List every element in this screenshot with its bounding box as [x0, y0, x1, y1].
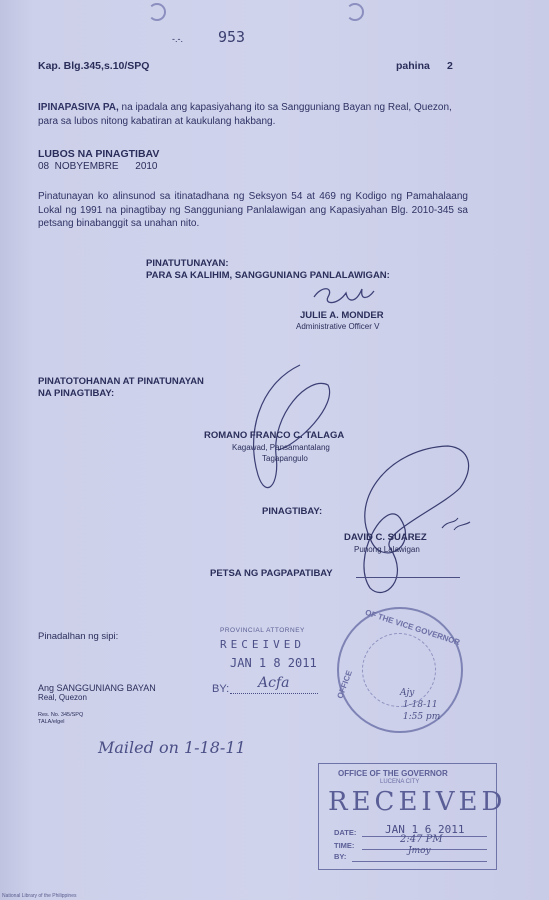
- presiding-title-line1: Kagawad, Pansamantalang: [232, 443, 330, 452]
- approval-heading: LUBOS NA PINAGTIBAV: [38, 148, 160, 160]
- binder-hole-right: [346, 3, 364, 21]
- footer-text: National Library of the Philippines: [2, 893, 77, 899]
- secretary-name: JULIE A. MONDER: [300, 310, 384, 321]
- certified-label: PINATUTUNAYAN:: [146, 258, 229, 269]
- gov-stamp-time-label: TIME:: [334, 841, 355, 850]
- approval-date: 08 NOBYEMBRE 2010: [38, 161, 158, 172]
- vice-seal-arc-top: OF THE VICE GOVERNOR: [364, 607, 462, 648]
- gov-stamp-by-line: [352, 861, 487, 862]
- punch-mark: -.-.: [172, 34, 183, 44]
- copy-furnished-label: Pinadalhan ng sipi:: [38, 631, 119, 642]
- attest-label-line1: PINATOTOHANAN AT PINATUNAYAN: [38, 376, 204, 387]
- attorney-stamp-by-line: [230, 693, 318, 694]
- certification-paragraph: Pinatunayan ko alinsunod sa itinatadhana ng Seksyon 54 at 469 ng Kodigo ng Pamahalaang Lokal ng 1991 na pinagtibay ng Sangguniang Panlalawigan ang Kapasiyahan Blg. 2010-345 sa petsang binabanggit sa unahan nito.: [38, 191, 468, 229]
- vice-seal-arc-left: OFFICE: [335, 669, 354, 700]
- gov-stamp-date-label: DATE:: [334, 828, 357, 837]
- secretary-label: PARA SA KALIHIM, SANGGUNIANG PANLALAWIGAN:: [146, 270, 390, 281]
- secretary-title: Administrative Officer V: [296, 322, 380, 331]
- forwarding-lead: IPINAPASIVA PA,: [38, 102, 119, 113]
- page-label: pahina: [396, 60, 430, 72]
- attorney-stamp-by: BY:: [212, 683, 230, 695]
- attorney-stamp-initials: Acfa: [258, 675, 290, 691]
- approval-date-line: [356, 577, 460, 578]
- attorney-stamp-received: RECEIVED: [220, 638, 305, 651]
- forwarding-paragraph: [38, 101, 468, 128]
- copy-ref-line2: TALA/elgel: [38, 719, 65, 725]
- presiding-title-line2: Tagapangulo: [262, 454, 308, 463]
- copy-place: Real, Quezon: [38, 693, 87, 702]
- approved-label: PINAGTIBAY:: [262, 506, 323, 517]
- page-number: 2: [447, 60, 453, 72]
- gov-stamp-by-initials: Jmoy: [408, 846, 431, 856]
- resolution-reference: Kap. Blg.345,s.10/SPQ: [38, 60, 150, 72]
- gov-stamp-date: JAN 1 6 2011: [385, 823, 465, 836]
- gov-stamp-city: LUCENA CITY: [380, 779, 420, 785]
- vice-seal-handwriting: Ajy 1-18-11 1:55 pm: [400, 688, 441, 722]
- gov-stamp-by-label: BY:: [334, 852, 347, 861]
- attorney-stamp-office: PROVINCIAL ATTORNEY: [220, 627, 305, 634]
- governor-title: Punong Lalawigan: [354, 545, 420, 554]
- presiding-name: ROMANO FRANCO C. TALAGA: [204, 430, 345, 441]
- copy-ref-line1: Res. No. 345/SPQ: [38, 712, 84, 718]
- binder-hole-left: [148, 3, 166, 21]
- attorney-stamp-date: JAN 1 8 2011: [230, 656, 317, 670]
- copy-recipient: Ang SANGGUNIANG BAYAN: [38, 683, 156, 693]
- gov-stamp-received: RECEIVED: [328, 787, 507, 817]
- governor-name: DAVID C. SUAREZ: [344, 532, 427, 543]
- approval-date-label: PETSA NG PAGPAPATIBAY: [210, 568, 333, 579]
- document-number: 953: [218, 28, 246, 46]
- governor-signature: [330, 438, 480, 598]
- attest-label-line2: NA PINAGTIBAY:: [38, 388, 115, 399]
- mailed-note: Mailed on 1-18-11: [98, 738, 246, 757]
- secretary-signature: [308, 283, 378, 309]
- gov-stamp-time: 2:47 PM: [400, 834, 443, 845]
- forwarding-text: na ipadala ang kapasiyahang ito sa Sangguniang Bayan ng Real, Quezon, para sa lubos nitong kabatiran at kaukulang hakbang.: [38, 102, 452, 127]
- gov-stamp-office: OFFICE OF THE GOVERNOR: [338, 769, 448, 778]
